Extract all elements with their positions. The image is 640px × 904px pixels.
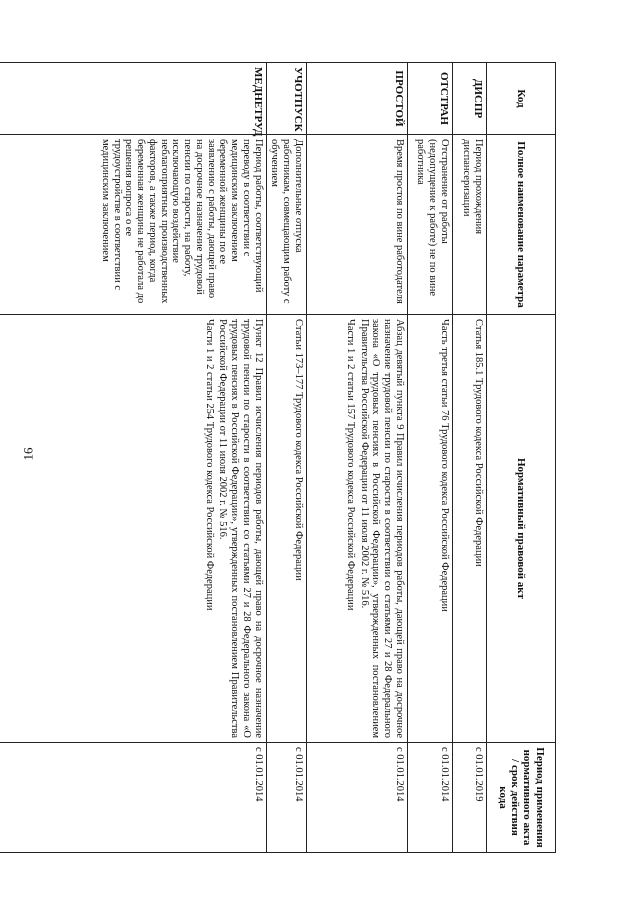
row-act <box>307 315 408 743</box>
table-row <box>266 63 306 853</box>
header-name: Полное наименование параметра <box>487 135 556 315</box>
table-row <box>307 63 408 853</box>
act-paragraph: Абзац девятый пункта 9 Правил исчисления периодов работы, дающей право на досрочное назначение трудовой пенсии по старости в соответствии со статьями 27 и 28 Федерального закона «О трудовых пенсиях в Российской Федерации», утвержденных постановлением Правительства Российской Федерации от 11 июля 2002 г. № 516. <box>358 319 405 738</box>
act-paragraph: Части 1 и 2 статьи 254 Трудового кодекса Российской Федерации <box>203 319 215 611</box>
header-code: Код <box>487 63 556 135</box>
row-period: с 01.01.2014 <box>408 743 453 853</box>
row-period: с 01.01.2014 <box>0 743 266 853</box>
table-row <box>408 63 453 853</box>
header-period: Период применения нормативного акта / срок действия кода <box>487 743 556 853</box>
row-code: МЕДНЕТРУД <box>0 63 266 135</box>
row-name: Отстранение от работы (недопущение к работе) не по вине работника <box>408 135 453 315</box>
row-name: Период прохождения диспансеризации <box>453 135 487 315</box>
header-act: Нормативный правовой акт <box>487 315 556 743</box>
row-code: УЧОТПУСК <box>266 63 306 135</box>
row-period: с 01.01.2014 <box>307 743 408 853</box>
act-paragraph: Статьи 173–177 Трудового кодекса Российской Федерации <box>293 319 304 581</box>
row-act <box>0 315 266 743</box>
row-name: Период работы, соответствующий переводу в соответствии с медицинским заключением беременной женщины по ее заявлению с работы, дающей право на досрочное назначение трудовой пенсии по старости, на работу, исключающую воздействие неблагоприятных производственных факторов, а также период, когда беременная женщина не работала до решения вопроса о ее трудоустройстве в соответствии с медицинским заключением <box>0 135 266 315</box>
row-period: с 01.01.2014 <box>266 743 306 853</box>
row-act <box>408 315 453 743</box>
row-name: Дополнительные отпуска работникам, совмещающим работу с обучением <box>266 135 306 315</box>
row-code: ПРОСТОЙ <box>307 63 408 135</box>
table-row <box>0 63 266 853</box>
table-header-row <box>487 63 556 853</box>
row-code: ОТСТРАН <box>408 63 453 135</box>
row-act <box>266 315 306 743</box>
row-name: Время простоя по вине работодателя <box>307 135 408 315</box>
codes-table <box>0 62 556 853</box>
act-paragraph: Пункт 12 Правил исчисления периодов работы, дающей право на досрочное назначение трудовой пенсии по старости в соответствии со статьями 27 и 28 Федерального закона «О трудовых пенсиях в Российской Федерации», утвержденных постановлением Правительства Российской Федерации от 11 июля 2002 г. № 516. <box>217 319 264 738</box>
row-code: ДИСПР <box>453 63 487 135</box>
table-row <box>453 63 487 853</box>
act-paragraph: Часть третья статьи 76 Трудового кодекса Российской Федерации <box>439 319 450 612</box>
page-number: 16 <box>20 447 36 461</box>
row-period: с 01.01.2019 <box>453 743 487 853</box>
row-act <box>453 315 487 743</box>
act-paragraph: Статья 185.1 Трудового кодекса Российской Федерации <box>473 319 484 567</box>
act-paragraph: Части 1 и 2 статьи 157 Трудового кодекса Российской Федерации <box>345 319 356 611</box>
